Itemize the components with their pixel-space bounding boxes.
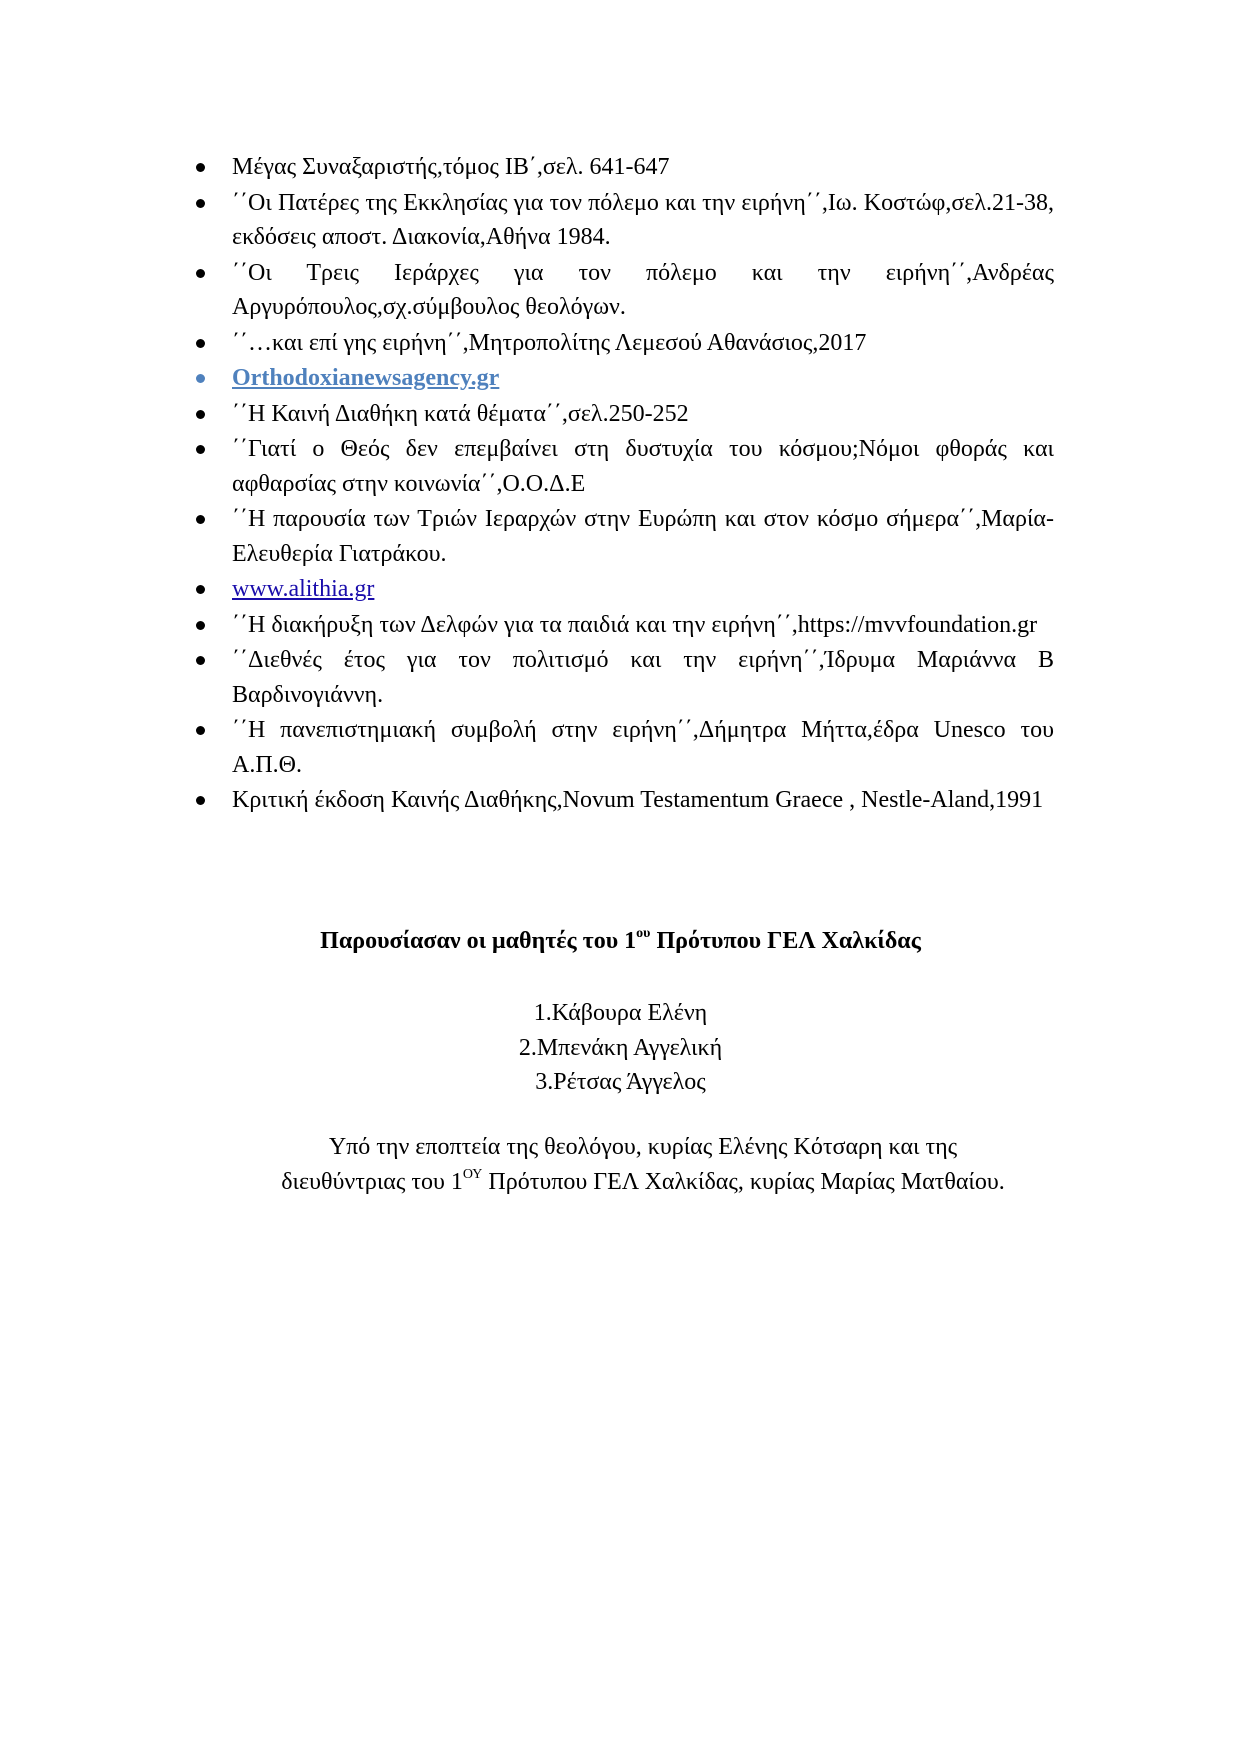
references-list	[232, 150, 1054, 819]
reference-item	[232, 608, 1054, 643]
presented-text-before: Παρουσίασαν οι μαθητές του 1	[320, 928, 637, 954]
reference-item	[232, 713, 1054, 782]
reference-item	[232, 186, 1054, 255]
supervision-note	[232, 1130, 1054, 1200]
reference-text: ΄΄Η διακήρυξη των Δελφών για τα παιδιά και την ειρήνη΄΄,https://mvvfoundation.gr	[232, 611, 1038, 638]
bullet-icon	[196, 163, 205, 172]
orthodoxianewsagency-link[interactable]: Orthodoxianewsagency.gr	[232, 365, 500, 391]
bullet-icon	[196, 585, 205, 594]
student-name: 2.Μπενάκη Αγγελική	[518, 1034, 723, 1061]
student-name: 3.Ρέτσας Άγγελος	[535, 1069, 706, 1095]
reference-text: ΄΄Η παρουσία των Τριών Ιεραρχών στην Ευρώπη και στον κόσμο σήμερα΄΄,Μαρία-Ελευθερία Γιατράκου.	[232, 506, 1054, 567]
bullet-icon	[196, 374, 205, 383]
reference-text: Μέγας Συναξαριστής,τόμος ΙΒ΄,σελ. 641-647	[232, 154, 670, 180]
bullet-icon	[196, 339, 205, 348]
reference-item	[232, 572, 1054, 607]
reference-item	[232, 361, 1054, 396]
presented-text-after: Πρότυπου ΓΕΛ Χαλκίδας	[650, 928, 921, 954]
reference-item	[232, 783, 1054, 818]
bullet-icon	[196, 621, 205, 630]
supervision-text-before: διευθύντριας του 1	[281, 1169, 463, 1195]
reference-item	[232, 397, 1054, 432]
reference-item	[232, 502, 1054, 571]
alithia-link[interactable]: www.alithia.gr	[232, 576, 375, 602]
presented-superscript: ου	[636, 926, 651, 941]
supervision-text-after: Πρότυπου ΓΕΛ Χαλκίδας, κυρίας Μαρίας Ματθαίου.	[482, 1169, 1005, 1195]
bullet-icon	[196, 269, 205, 278]
supervision-line-2	[232, 1165, 1054, 1200]
reference-item	[232, 326, 1054, 361]
supervision-line-1: Υπό την εποπτεία της θεολόγου, κυρίας Ελένης Κότσαρη και της	[328, 1134, 958, 1160]
presented-by-heading	[0, 924, 1241, 958]
bullet-icon	[196, 410, 205, 419]
reference-item	[232, 643, 1054, 712]
bullet-icon	[196, 796, 205, 805]
supervision-superscript: ΟΥ	[462, 1167, 483, 1182]
reference-item	[232, 432, 1054, 501]
reference-text: ΄΄Η πανεπιστημιακή συμβολή στην ειρήνη΄΄,Δήμητρα Μήττα,έδρα Unesco του Α.Π.Θ.	[232, 717, 1054, 778]
bullet-icon	[196, 445, 205, 454]
reference-text: ΄΄Οι Τρεις Ιεράρχες για τον πόλεμο και την ειρήνη΄΄,Ανδρέας Αργυρόπουλος,σχ.σύμβουλος θεολόγων.	[232, 259, 1054, 320]
reference-text: ΄΄Οι Πατέρες της Εκκλησίας για τον πόλεμο και την ειρήνη΄΄,Ιω. Κοστώφ,σελ.21-38, εκδόσεις αποστ. Διακονία,Αθήνα 1984.	[232, 189, 1054, 250]
student-name: 1.Κάβουρα Ελένη	[533, 1000, 708, 1026]
bullet-icon	[196, 515, 205, 524]
students-list	[0, 996, 1241, 1100]
bullet-icon	[196, 726, 205, 735]
reference-text: ΄΄Γιατί ο Θεός δεν επεμβαίνει στη δυστυχία του κόσμου;Νόμοι φθοράς και αφθαρσίας στην κοινωνία΄΄,Ο.Ο.Δ.Ε	[232, 436, 1054, 497]
bullet-icon	[196, 656, 205, 665]
reference-text: Κριτική έκδοση Καινής Διαθήκης,Novum Testamentum Graece , Nestle-Aland,1991	[232, 787, 1044, 813]
reference-text: ΄΄…και επί γης ειρήνη΄΄,Μητροπολίτης Λεμεσού Αθανάσιος,2017	[232, 329, 867, 356]
reference-item	[232, 256, 1054, 325]
reference-text: ΄΄Διεθνές έτος για τον πολιτισμό και την ειρήνη΄΄,Ίδρυμα Μαριάννα Β Βαρδινογιάννη.	[232, 647, 1054, 708]
reference-text: ΄΄Η Καινή Διαθήκη κατά θέματα΄΄,σελ.250-252	[232, 400, 689, 427]
bullet-icon	[196, 199, 205, 208]
reference-item	[232, 150, 1054, 185]
